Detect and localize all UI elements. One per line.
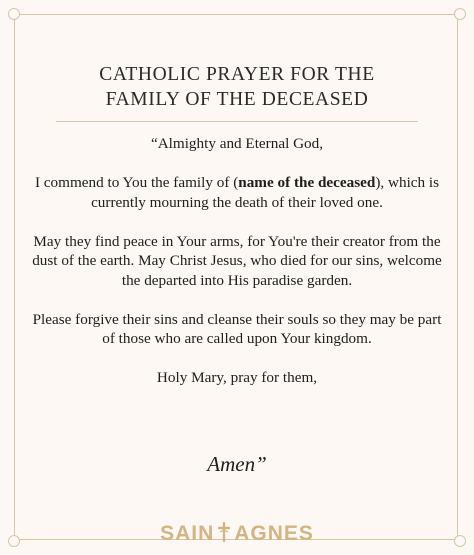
- saint-agnes-logo: [0, 522, 474, 546]
- prayer-paragraph-commend: [26, 173, 448, 212]
- title-line-1: CATHOLIC PRAYER FOR THE: [99, 64, 375, 85]
- commend-text: I commend to You the family of (: [34, 174, 239, 191]
- divider: [56, 121, 418, 122]
- prayer-paragraph-forgive: Please forgive their sins and cleanse their souls so they may be part of those who are called upon Your kingdom.: [32, 310, 442, 347]
- commend-text-end: ), which is currently mourning the death of their loved one.: [91, 174, 440, 211]
- title-line-2: FAMILY OF THE DECEASED: [105, 89, 369, 110]
- prayer-text: [26, 134, 448, 407]
- logo-text-right: AGNES: [234, 522, 314, 545]
- corner-ornament: [8, 8, 20, 20]
- prayer-closing: Amen”: [207, 452, 267, 476]
- prayer-paragraph-peace: May they find peace in Your arms, for You're their creator from the dust of the earth. May Christ Jesus, who died for our sins, welcome the departed into His paradise garden.: [32, 232, 442, 289]
- cross-icon: [216, 522, 232, 542]
- deceased-name-placeholder: name of the deceased: [238, 174, 376, 191]
- page-title: [0, 62, 474, 112]
- prayer-opening: “Almighty and Eternal God,: [150, 135, 324, 152]
- logo-text-left: SAIN: [160, 522, 215, 545]
- corner-ornament: [454, 8, 466, 20]
- prayer-paragraph-mary: Holy Mary, pray for them,: [156, 369, 318, 386]
